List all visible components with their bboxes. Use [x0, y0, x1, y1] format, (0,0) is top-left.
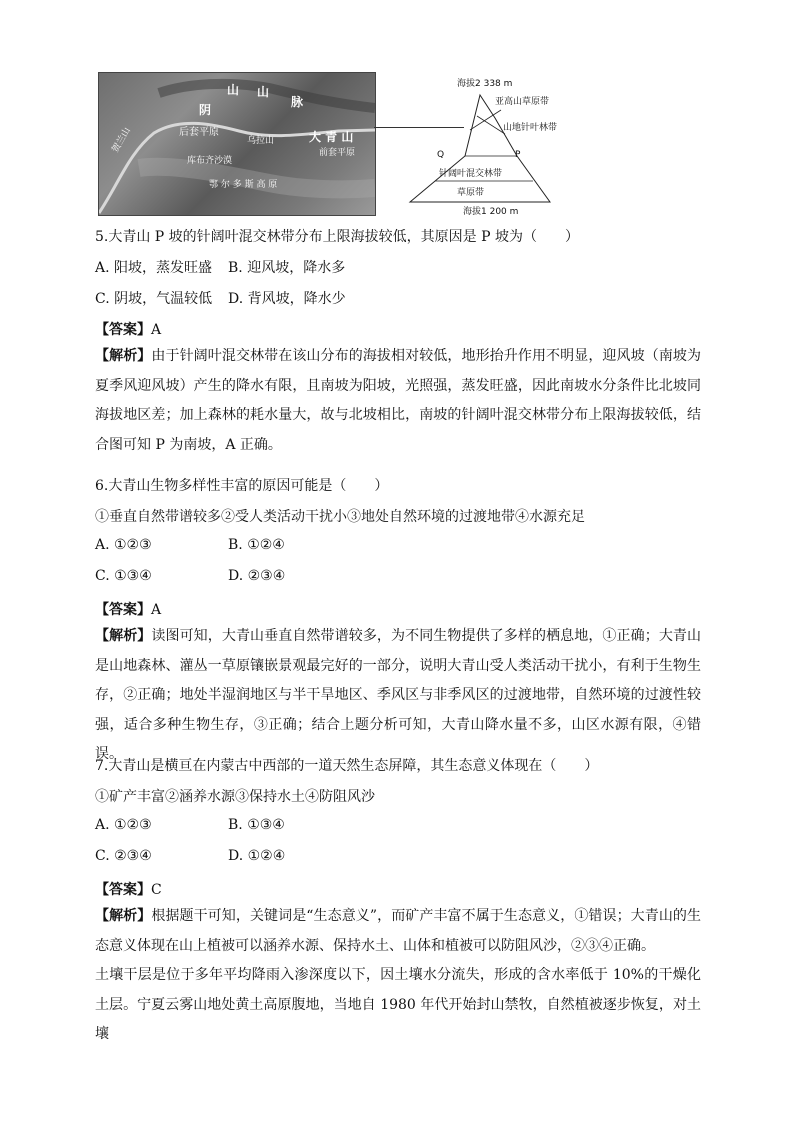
q5-analysis-label: 【解析】: [95, 348, 152, 364]
map-label-wulashan: 乌拉山: [247, 136, 275, 146]
q7-stem: 7.大青山是横亘在内蒙古中西部的一道天然生态屏障，其生态意义体现在（ ）: [95, 758, 599, 774]
q6-answer-label: 【答案】: [95, 602, 151, 618]
label-zone-coniferous: 山地针叶林带: [503, 123, 558, 133]
map-label-kubuqi: 库布齐沙漠: [187, 156, 233, 166]
map-label-houtao: 后套平原: [179, 127, 219, 138]
q7-analysis: [95, 902, 701, 961]
mountain-profile-diagram: [405, 70, 558, 220]
map-label-ordos: 鄂 尔 多 斯 高 原: [209, 180, 278, 190]
label-top-altitude: 海拔2 338 m: [457, 79, 513, 89]
satellite-map: [98, 72, 376, 216]
map-label-daqingshan: 大 青 山: [309, 130, 354, 144]
trailing-passage: 土壤干层是位于多年平均降雨入渗深度以下，因土壤水分流失，形成的含水率低于 10%的干燥化土层。宁夏云雾山地处黄土高原腹地，当地自 1980 年代开始封山禁牧，自然植被逐步恢复，对土壤: [95, 967, 701, 1042]
label-zone-mixed-forest: 针阔叶混交林带: [439, 169, 503, 179]
q5-option-c: C. 阴坡，气温较低: [95, 291, 213, 307]
q6-stem: 6.大青山生物多样性丰富的原因可能是（ ）: [95, 478, 389, 494]
map-label-yin-1: 阴: [199, 103, 212, 117]
label-slope-q: Q: [437, 150, 445, 160]
q6-option-c: C. ①③④: [95, 568, 152, 584]
q5-option-b: B. 迎风坡，降水多: [228, 260, 346, 276]
map-label-yin-4: 脉: [291, 95, 304, 109]
q5-analysis-text: 由于针阔叶混交林带在该山分布的海拔相对较低，地形抬升作用不明显，迎风坡（南坡为夏季风迎风坡）产生的降水有限，且南坡为阳坡，光照强，蒸发旺盛，因此南坡水分条件比北坡同海拔地区差；加上森林的耗水量大，故与北坡相比，南坡的针阔叶混交林带分布上限海拔较低，结合图可知 P 为南坡，A 正确。: [95, 348, 702, 453]
q6-items: ①垂直自然带谱较多②受人类活动干扰小③地处自然环境的过渡地带④水源充足: [95, 509, 585, 525]
q7-option-a: A. ①②③: [95, 817, 152, 833]
q5-answer-value: A: [151, 322, 162, 338]
map-label-qiantao: 前套平原: [319, 148, 356, 158]
q7-answer-value: C: [151, 882, 162, 898]
label-bottom-altitude: 海拔1 200 m: [463, 207, 519, 217]
q5-option-d: D. 背风坡，降水少: [228, 291, 346, 307]
map-label-helan: 贺兰山: [110, 126, 133, 155]
q6-answer-value: A: [151, 602, 162, 618]
q5-stem: 5.大青山 P 坡的针阔叶混交林带分布上限海拔较低，其原因是 P 坡为（ ）: [95, 229, 579, 245]
figure: [0, 0, 794, 225]
q6-option-d: D. ②③④: [228, 568, 286, 584]
map-label-yin-3: 山: [257, 85, 270, 99]
q7-option-d: D. ①②④: [228, 848, 286, 864]
q6-option-b: B. ①②④: [228, 537, 285, 553]
q7-analysis-text: 根据题干可知，关键词是“生态意义”，而矿产丰富不属于生态意义，①错误；大青山的生态意义体现在山上植被可以涵养水源、保持水土、山体和植被可以防阻风沙，②③④正确。: [95, 908, 702, 954]
q7-items: ①矿产丰富②涵养水源③保持水土④防阻风沙: [95, 789, 375, 805]
q6-answer: [95, 599, 161, 619]
q5-answer: [95, 319, 161, 339]
q5-option-a: A. 阳坡，蒸发旺盛: [95, 260, 213, 276]
map-label-yin-2: 山: [227, 83, 240, 97]
q7-option-c: C. ②③④: [95, 848, 152, 864]
label-zone-grassland: 草原带: [457, 188, 485, 198]
label-slope-p: P: [515, 150, 521, 160]
q7-analysis-label: 【解析】: [95, 908, 152, 924]
q7-option-b: B. ①③④: [228, 817, 285, 833]
q7-answer: [95, 879, 162, 899]
q6-option-a: A. ①②③: [95, 537, 152, 553]
q5-answer-label: 【答案】: [95, 322, 151, 338]
q6-analysis: [95, 622, 701, 770]
q6-analysis-text: 读图可知，大青山垂直自然带谱较多，为不同生物提供了多样的栖息地，①正确；大青山是山地森林、灌丛一草原镶嵌景观最完好的一部分，说明大青山受人类活动干扰小，有利于生物生存，②正确；地处半湿润地区与半干旱地区、季风区与非季风区的过渡地带，自然环境的过渡性较强，适合多种生物生存，③正确；结合上题分析可知，大青山降水量不多，山区水源有限，④错误。: [95, 628, 702, 762]
q6-analysis-label: 【解析】: [95, 628, 152, 644]
q7-answer-label: 【答案】: [95, 882, 151, 898]
label-zone-alpine-grassland: 亚高山草原带: [495, 97, 550, 107]
q5-analysis: [95, 342, 701, 460]
